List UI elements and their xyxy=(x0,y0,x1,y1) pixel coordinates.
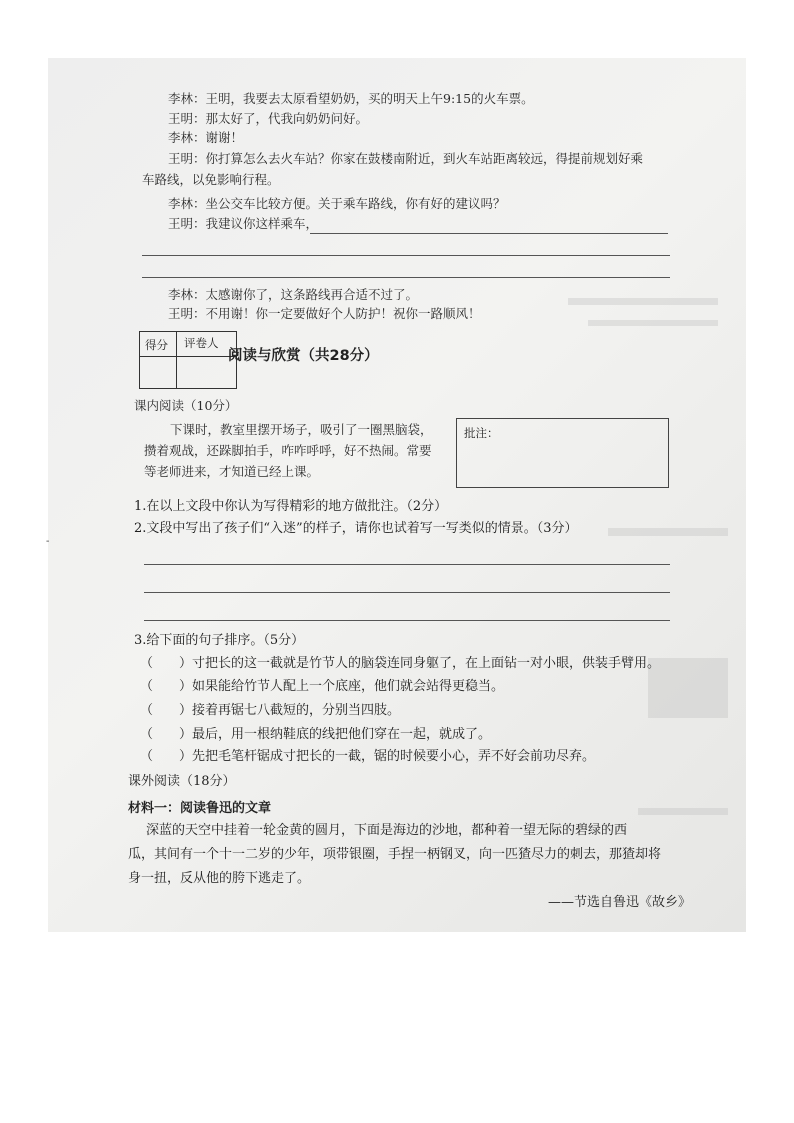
question-3: 3.给下面的句子排序。（5分） xyxy=(134,633,305,648)
in-class-heading: 课内阅读（10分） xyxy=(134,398,238,413)
ordering-item: （ ）如果能给竹节人配上一个底座，他们就会站得更稳当。 xyxy=(140,679,505,694)
answer-line[interactable] xyxy=(144,592,670,593)
dialogue-line: 王明：我建议你这样乘车， xyxy=(168,216,319,231)
dialogue-line: 李林：王明，我要去太原看望奶奶，买的明天上午9:15的火车票。 xyxy=(168,91,534,106)
passage-line: 瓜，其间有一个十一二岁的少年，项带银圈，手捏一柄钢叉，向一匹猹尽力的刺去，那猹却将 xyxy=(128,847,662,862)
question-1: 1.在以上文段中你认为写得精彩的地方做批注。（2分） xyxy=(134,499,448,514)
document-photo xyxy=(48,58,746,932)
annotation-label: 批注： xyxy=(464,426,499,440)
ordering-item: （ ）最后，用一根纳鞋底的线把他们穿在一起，就成了。 xyxy=(140,727,492,742)
passage-line: 身一扭，反从他的胯下逃走了。 xyxy=(128,871,311,886)
bleed-through-block xyxy=(568,298,718,305)
answer-line[interactable] xyxy=(144,564,670,565)
passage-line: 攒着观战，还跺脚拍手，咋咋呼呼，好不热闹。常要 xyxy=(144,443,432,458)
dialogue-line: 王明：那太好了，代我向奶奶问好。 xyxy=(168,111,369,126)
score-box-divider xyxy=(176,332,177,388)
out-class-heading: 课外阅读（18分） xyxy=(128,774,236,789)
margin-mark: - xyxy=(46,536,50,547)
dialogue-line: 车路线，以免影响行程。 xyxy=(142,172,280,187)
question-2: 2.文段中写出了孩子们“入迷”的样子，请你也试着写一写类似的情景。（3分） xyxy=(134,521,578,536)
passage-line: 等老师进来，才知道已经上课。 xyxy=(144,464,320,479)
dialogue-line: 李林：太感谢你了，这条路线再合适不过了。 xyxy=(168,287,419,302)
score-box xyxy=(139,331,237,389)
score-box-divider xyxy=(140,356,236,357)
answer-line[interactable] xyxy=(310,233,668,234)
answer-line[interactable] xyxy=(142,277,670,278)
grader-label: 评卷人 xyxy=(184,336,219,350)
ordering-item: （ ）接着再锯七八截短的，分别当四肢。 xyxy=(140,703,401,718)
passage-line: 下课时，教室里摆开场子，吸引了一圈黑脑袋， xyxy=(170,422,433,437)
source-citation: ——节选自鲁迅《故乡》 xyxy=(548,895,692,910)
annotation-box[interactable] xyxy=(456,418,669,488)
score-label: 得分 xyxy=(145,338,168,352)
material-title: 材料一：阅读鲁迅的文章 xyxy=(128,801,272,816)
bleed-through-block xyxy=(608,528,728,536)
answer-line[interactable] xyxy=(144,620,670,621)
ordering-item: （ ）寸把长的这一截就是竹节人的脑袋连同身躯了，在上面钻一对小眼，供装手臂用。 xyxy=(140,656,661,671)
dialogue-line: 李林：坐公交车比较方便。关于乘车路线，你有好的建议吗？ xyxy=(168,196,506,211)
dialogue-line: 王明：不用谢！你一定要做好个人防护！祝你一路顺风！ xyxy=(168,306,481,321)
bleed-through-block xyxy=(638,808,728,815)
dialogue-line: 王明：你打算怎么去火车站？你家在鼓楼南附近，到火车站距离较远，得提前规划好乘 xyxy=(168,151,644,166)
section-title: 阅读与欣赏（共28分） xyxy=(228,348,379,364)
answer-line[interactable] xyxy=(142,255,670,256)
ordering-item: （ ）先把毛笔杆锯成寸把长的一截，锯的时候要小心，弄不好会前功尽弃。 xyxy=(140,749,596,764)
bleed-through-block xyxy=(588,320,718,326)
dialogue-line: 李林：谢谢！ xyxy=(168,130,244,145)
passage-line: 深蓝的天空中挂着一轮金黄的圆月，下面是海边的沙地，都种着一望无际的碧绿的西 xyxy=(146,823,628,838)
